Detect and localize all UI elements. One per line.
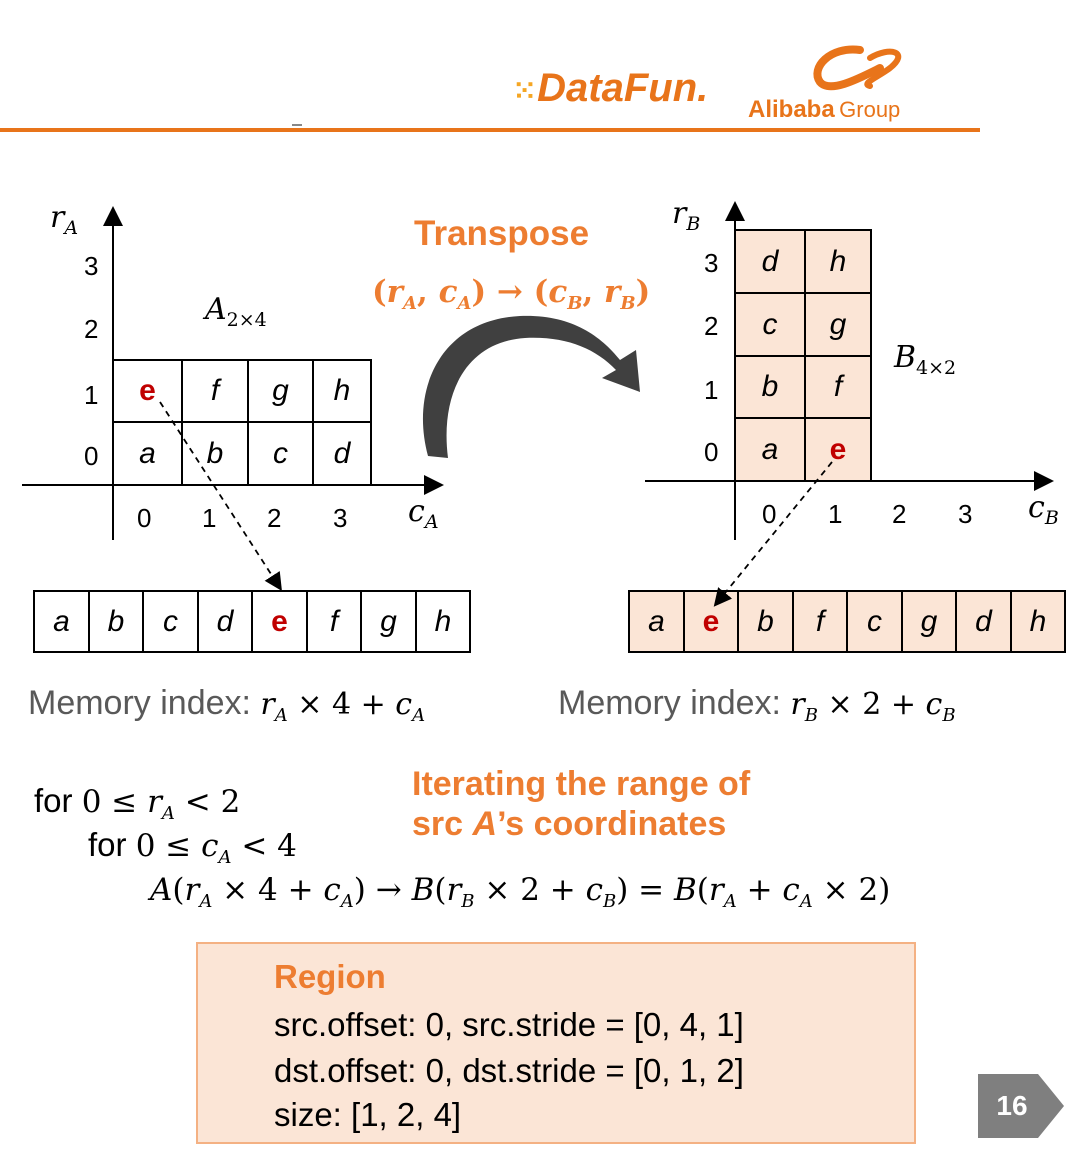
matrix-a-ytick-2: 2 [84,314,99,344]
memory-b-cell: b [757,604,774,638]
memory-b-cell: a [648,604,665,638]
matrix-a-cell-g: g [272,374,289,407]
matrix-b-xtick-0: 0 [762,499,777,529]
matrix-b-ytick-1: 1 [704,375,719,405]
matrix-a-x-axis-label: $c_A$ [408,494,439,533]
memory-a-cell: f [329,604,339,638]
transpose-mapping: ($r_A$, $c_A) \to (c_B$, $r_B$) [372,274,651,315]
matrix-b-ytick-0: 0 [704,437,719,467]
matrix-a-cell-e: e [139,374,156,407]
transpose-arrow-icon [423,316,640,458]
memory-b-cell: g [920,604,938,638]
transpose-title: Transpose [414,214,590,253]
datafun-dots-icon: ⁙ [512,75,538,108]
alibaba-logo-text: Alibaba [748,96,835,123]
memory-b-cell: e [702,604,720,638]
region-src: src.offset: 0, src.stride = [0, 4, 1] [274,1006,744,1043]
memory-b-cell: h [1029,604,1047,638]
matrix-a-cell-a: a [139,436,156,470]
matrix-a-cell-b: b [206,436,224,470]
memory-a-cell: a [53,604,70,638]
region-dst: dst.offset: 0, dst.stride = [0, 1, 2] [274,1052,744,1089]
memory-a-cell: d [216,604,234,638]
matrix-a-cell-h: h [333,374,351,407]
matrix-b-cell-c: c [762,307,778,341]
matrix-b-y-axis-label: $r_B$ [672,196,701,235]
alibaba-group-text: Group [839,97,901,122]
matrix-b-cell-a: a [761,432,779,466]
memory-a-cell: g [380,604,397,638]
matrix-a-xtick-3: 3 [333,503,348,533]
loop-line-1: for $0 \le r_A < 2$ [34,782,241,825]
memory-a-cell: e [271,604,288,638]
memory-a-cell: b [107,604,125,638]
matrix-b-ytick-3: 3 [704,248,719,278]
matrix-b-cell-d: d [761,244,779,278]
memory-b-cell: f [815,604,825,638]
matrix-a-y-axis-label: $r_A$ [50,200,79,239]
matrix-b-xtick-2: 2 [892,499,907,529]
matrix-a-xtick-2: 2 [267,503,282,533]
matrix-a-cell-c: c [273,436,288,470]
iterating-note-line-2: src A’s coordinates [412,805,727,843]
iterating-note [412,764,750,844]
loop-line-3: $A(r_A \times 4 + c_A) \to B(r_B \times 2 + c_B) = B(r_A + c_A \times 2)$ [150,872,891,913]
matrix-b-x-axis-label: $c_B$ [1028,490,1059,529]
matrix-a-xtick-0: 0 [137,503,152,533]
matrix-a-ytick-3: 3 [84,251,99,281]
region-box [196,942,916,1144]
memory-a-cell: h [434,604,452,638]
matrix-b-ytick-2: 2 [704,311,719,341]
matrix-b-cell-e: e [829,432,847,466]
memory-index-b-label: Memory index: [558,684,791,722]
matrix-b-cell-b: b [761,370,779,403]
matrix-b-cell-h: h [829,244,847,278]
matrix-b-cell-f: f [833,370,843,403]
matrix-a-cell-f: f [210,374,220,407]
matrix-a-xtick-1: 1 [202,503,217,533]
matrix-a-ytick-1: 1 [84,380,99,410]
region-size: size: [1, 2, 4] [274,1096,462,1133]
matrix-b-label: $B_{4\times 2}$ [894,340,957,379]
memory-b-cell: c [867,604,882,638]
datafun-logo-text: DataFun. [537,66,709,110]
memory-index-b: Memory index: $r_B \times 2 + c_B$ [558,684,956,726]
page-number: 16 [996,1090,1028,1121]
matrix-a-cell-d: d [333,436,351,470]
memory-b-cell: d [975,604,992,638]
matrix-a-ytick-0: 0 [84,441,99,471]
region-title: Region [274,958,386,995]
matrix-b-cell-g: g [829,307,847,341]
memory-index-a: Memory index: $r_A \times 4 + c_A$ [28,684,426,726]
loop-line-2: for $0 \le c_A < 4$ [88,826,297,869]
dashed-arrow-b [716,462,832,604]
matrix-a-label: $A_{2\times 4}$ [205,292,267,331]
matrix-b-xtick-1: 1 [828,499,843,529]
memory-a-cell: c [163,604,178,638]
matrix-b-xtick-3: 3 [958,499,973,529]
iterating-note-line-1: Iterating the range of [412,765,751,803]
memory-index-a-label: Memory index: [28,684,261,722]
